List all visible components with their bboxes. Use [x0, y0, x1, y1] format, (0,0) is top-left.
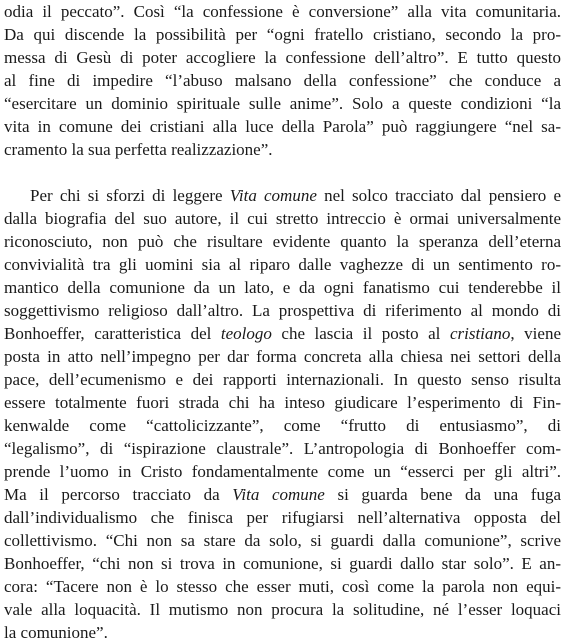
- text-line: [4, 92, 561, 115]
- text-run: Ma il percorso tracciato da: [4, 485, 233, 504]
- text-run: Da qui discende la possibilità per “ogni fratello cristiano, secondo la pro-: [4, 25, 561, 44]
- text-line: [4, 207, 561, 230]
- text-run: soggettivismo religioso dall’altro. La prospettiva di riferimento al mondo di: [4, 301, 561, 320]
- text-run: vita in comune dei cristiani alla luce della Parola” può raggiungere “nel sa-: [4, 117, 561, 136]
- italic-title-text: cristiano: [449, 324, 511, 343]
- text-run: prende l’uomo in Cristo fondamentalmente come un “esserci per gli altri”.: [4, 462, 561, 481]
- text-run: vale alla loquacità. Il mutismo non procura la solitudine, né l’esser loquaci: [4, 600, 561, 619]
- text-run: “esercitare un dominio spirituale sulle anime”. Solo a queste condizioni “la: [4, 94, 561, 113]
- text-line: [4, 552, 561, 575]
- text-line: [4, 621, 561, 644]
- text-line: [4, 322, 561, 345]
- text-line: [4, 184, 561, 207]
- text-line: [4, 23, 561, 46]
- text-run: riconosciuto, non può che risultare evidente quanto la speranza dell’eterna: [4, 232, 561, 251]
- text-run: si guarda bene da una fuga: [324, 485, 562, 504]
- text-run: dalla biografia del suo autore, il cui stretto intreccio è ormai universalmente: [4, 209, 561, 228]
- text-line: [4, 506, 561, 529]
- text-run: messa di Gesù di poter accogliere la confessione dell’altro”. E tutto questo: [4, 48, 561, 67]
- text-run: al fine di impedire “l’abuso malsano della confessione” che conduce a: [4, 71, 561, 90]
- text-run: kenwalde come “cattolicizzante”, come “frutto di entusiasmo”, di: [4, 416, 561, 435]
- text-line: [4, 46, 561, 69]
- text-run: che lascia il posto al: [271, 324, 450, 343]
- text-line: [4, 437, 561, 460]
- text-run: posta in atto nell’impegno per dar forma concreta alla chiesa nei settori della: [4, 347, 561, 366]
- text-line: [4, 529, 561, 552]
- italic-title-text: Vita comune: [229, 186, 317, 205]
- text-line: [4, 368, 561, 391]
- text-run: , viene: [510, 324, 561, 343]
- text-line: [4, 391, 561, 414]
- text-line: [4, 138, 561, 161]
- text-run: pace, dell’ecumenismo e dei rapporti internazionali. In questo senso risulta: [4, 370, 561, 389]
- italic-title-text: Vita comune: [232, 485, 325, 504]
- text-run: cora: “Tacere non è lo stesso che esser muti, così come la parola non equi-: [4, 577, 561, 596]
- text-line: [4, 115, 561, 138]
- text-line: [4, 299, 561, 322]
- text-run: Bonhoeffer, caratteristica del: [4, 324, 221, 343]
- text-line: [4, 460, 561, 483]
- text-line: [4, 276, 561, 299]
- text-run: odia il peccato”. Così “la confessione è conversione” alla vita comunitaria.: [4, 2, 561, 21]
- text-line: [4, 575, 561, 598]
- text-run: nel solco tracciato dal pensiero e: [316, 186, 562, 205]
- text-run: mantico della comunione da un lato, e da ogni fanatismo cui tenderebbe il: [4, 278, 561, 297]
- text-line: [4, 483, 561, 506]
- text-line: [4, 414, 561, 437]
- text-run: la comunione”.: [4, 623, 108, 642]
- text-run: convivialità tra gli uomini sia al riparo dalle vaghezze di un sentimento ro-: [4, 255, 561, 274]
- text-run: Bonhoeffer, “chi non si trova in comunione, si guardi dallo star solo”. E an-: [4, 554, 561, 573]
- text-run: collettivismo. “Chi non sa stare da solo, si guardi dalla comunione”, scrive: [4, 531, 561, 550]
- text-run: cramento la sua perfetta realizzazione”.: [4, 140, 273, 159]
- text-line: [4, 598, 561, 621]
- text-line: [4, 0, 561, 23]
- text-line: [4, 345, 561, 368]
- text-run: dall’individualismo che finisca per rifugiarsi nell’alternativa opposta del: [4, 508, 561, 527]
- text-run: “legalismo”, di “ispirazione claustrale”. L’antropologia di Bonhoeffer com-: [4, 439, 561, 458]
- text-line: [4, 230, 561, 253]
- italic-title-text: teologo: [220, 324, 272, 343]
- text-line: [4, 69, 561, 92]
- text-run: Per chi si sforzi di leggere: [30, 186, 230, 205]
- text-run: essere totalmente fuori strada chi ha inteso giudicare l’esperimento di Fin-: [4, 393, 561, 412]
- text-line: [4, 253, 561, 276]
